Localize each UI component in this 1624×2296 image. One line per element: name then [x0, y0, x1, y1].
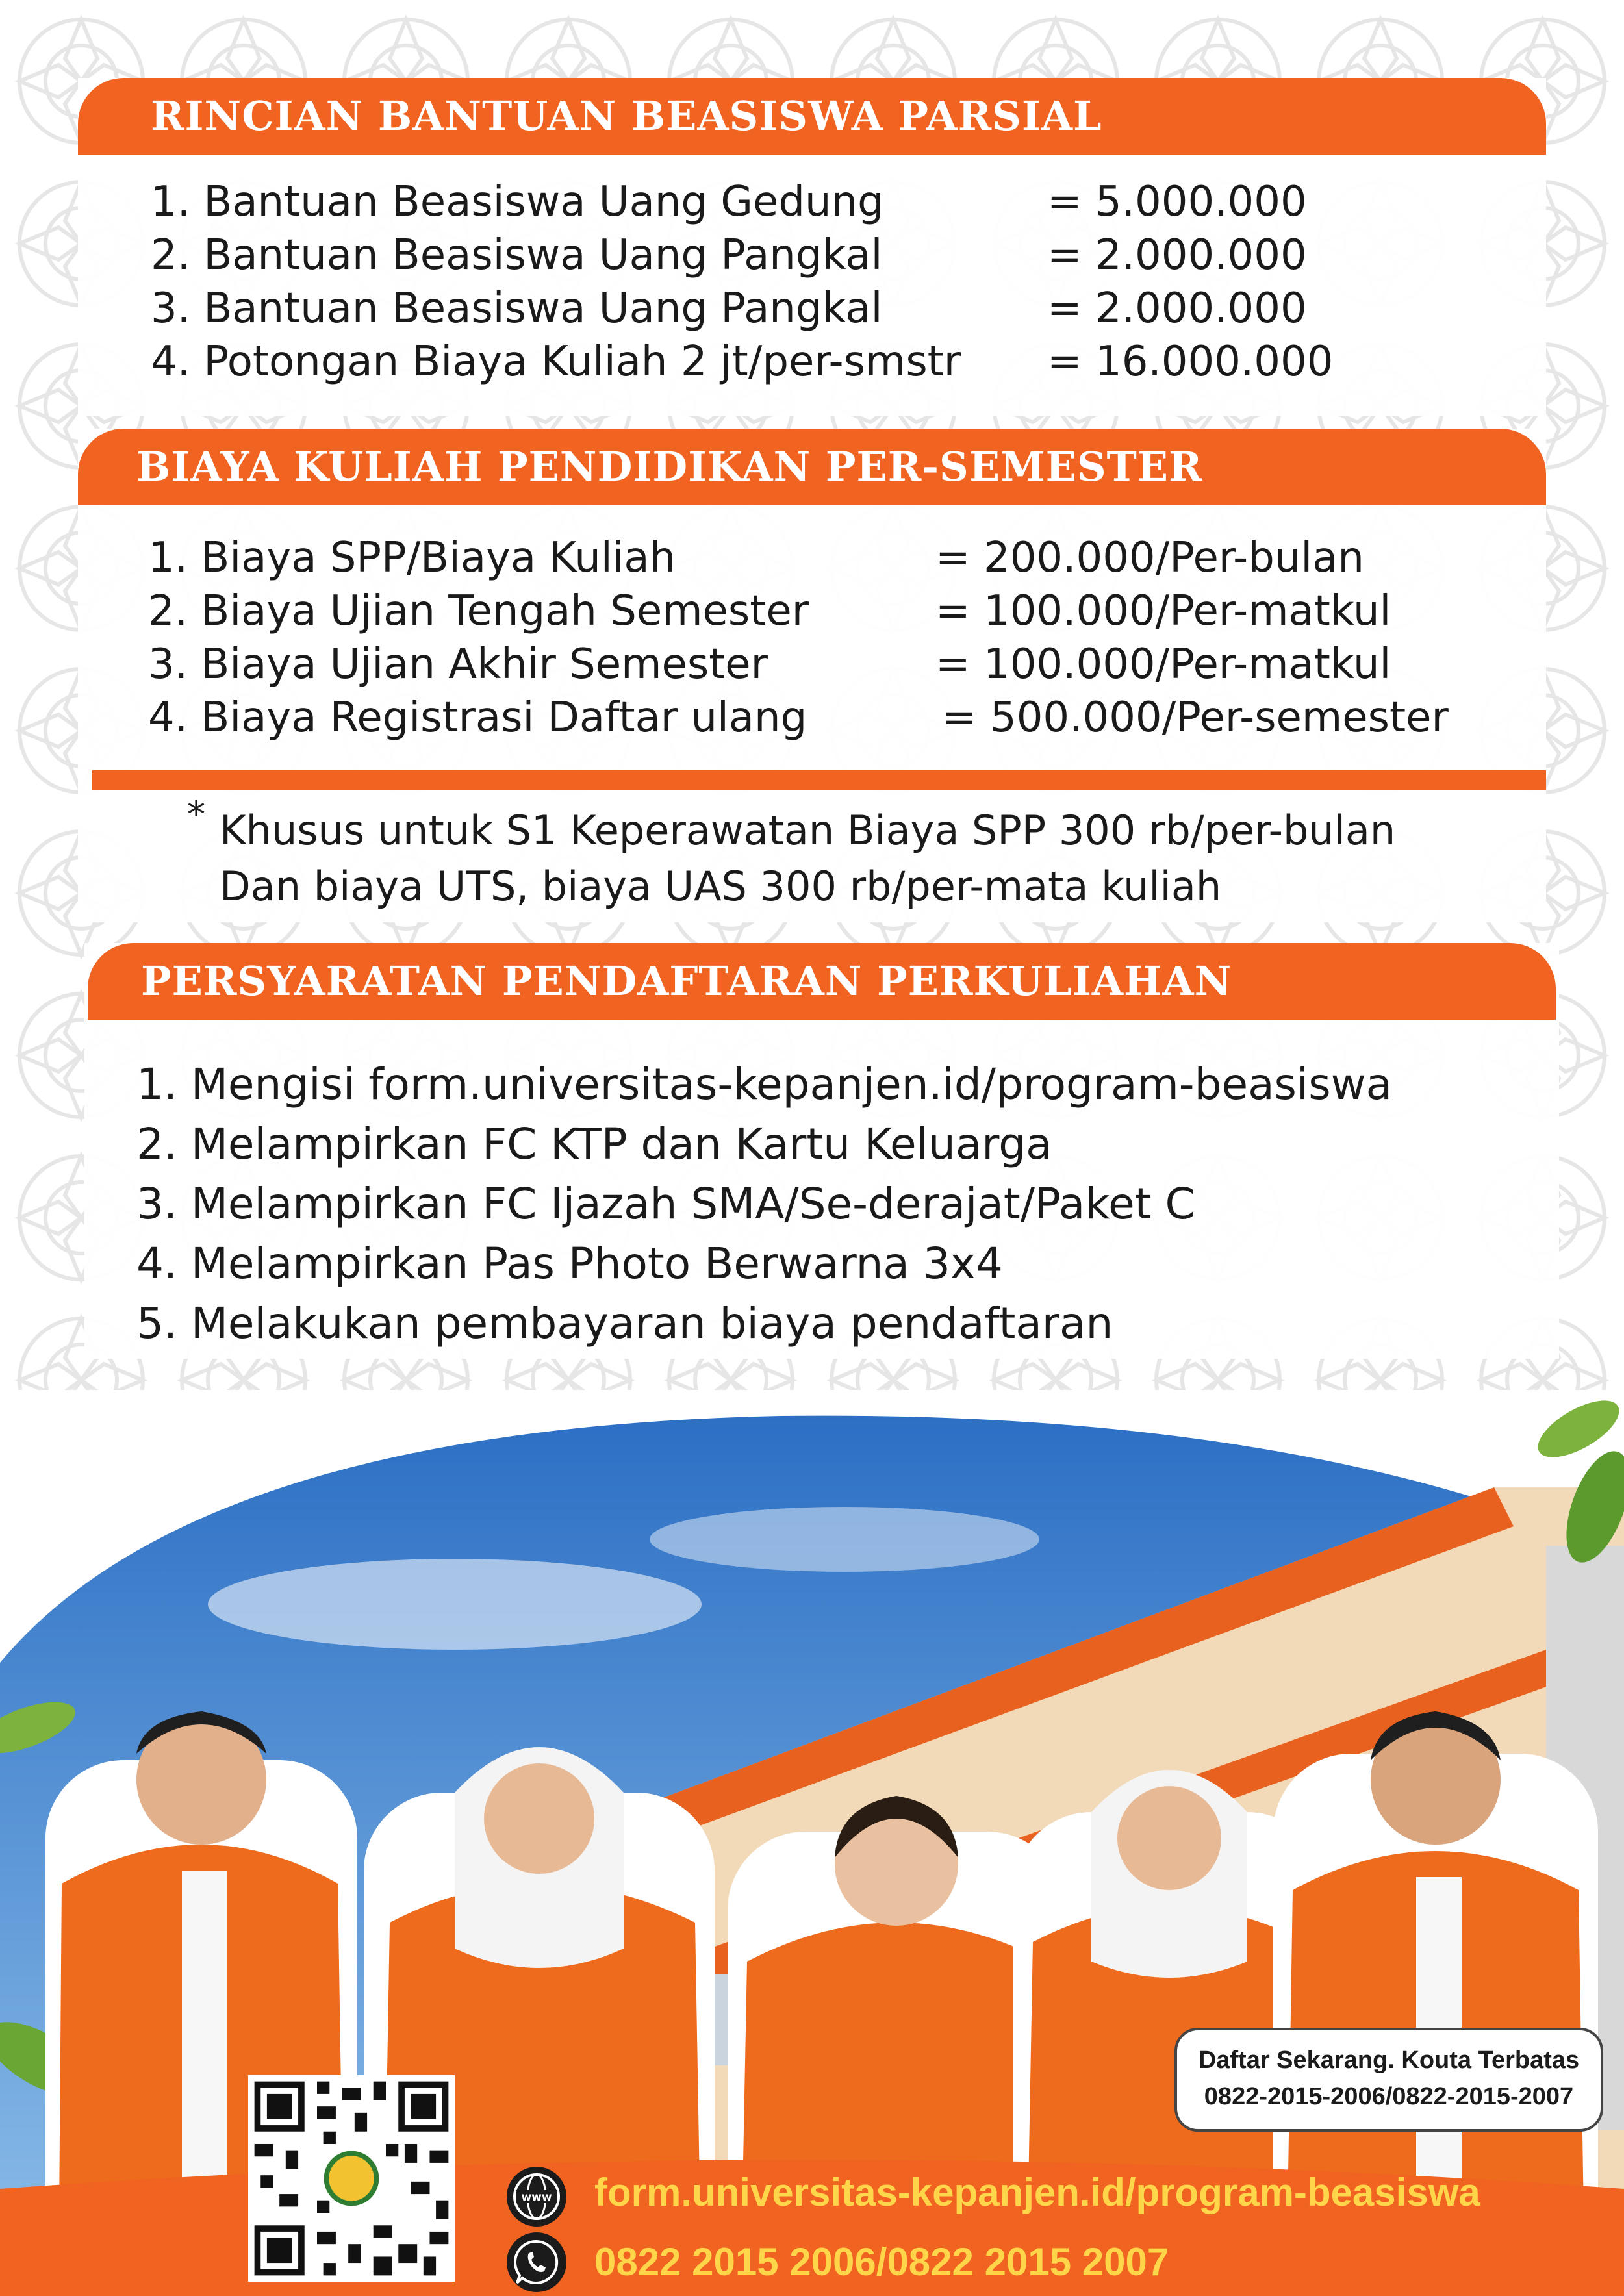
rincian-list [151, 175, 1450, 388]
item-value: = 2.000.000 [1047, 231, 1307, 279]
note-asterisk: * [187, 794, 205, 836]
footer-website-link[interactable]: form.universitas-kepanjen.id/program-beasiswa [594, 2171, 1480, 2214]
whatsapp-icon [507, 2232, 566, 2292]
list-item: 1. Mengisi form.universitas-kepanjen.id/program-beasiswa [136, 1059, 1393, 1109]
item-label: 3. Bantuan Beasiswa Uang Pangkal [151, 284, 883, 333]
biaya-list [148, 531, 1512, 744]
item-value: = 2.000.000 [1047, 284, 1307, 333]
cta-phone: 0822-2015-2006/0822-2015-2007 [1204, 2083, 1574, 2110]
item-value: = 100.000/Per-matkul [935, 640, 1391, 688]
cta-box [1174, 2028, 1603, 2132]
footer-phone: 0822 2015 2006/0822 2015 2007 [594, 2240, 1169, 2284]
globe-icon [507, 2167, 566, 2227]
rincian-title: RINCIAN BANTUAN BEASISWA PARSIAL [78, 78, 1546, 155]
item-label: 4. Potongan Biaya Kuliah 2 jt/per-smstr [151, 338, 961, 386]
list-item: 5. Melakukan pembayaran biaya pendaftaran [136, 1298, 1113, 1348]
list-item: 4. Melampirkan Pas Photo Berwarna 3x4 [136, 1239, 1003, 1289]
list-item: 3. Melampirkan FC Ijazah SMA/Se-derajat/Paket C [136, 1179, 1195, 1229]
item-value: = 500.000/Per-semester [942, 694, 1449, 742]
note-line: Khusus untuk S1 Keperawatan Biaya SPP 300 rb/per-bulan [220, 807, 1396, 854]
list-item [148, 638, 1512, 691]
list-item [148, 531, 1512, 585]
item-label: 2. Biaya Ujian Tengah Semester [148, 587, 809, 635]
item-label: 4. Biaya Registrasi Daftar ulang [148, 694, 807, 742]
list-item [151, 335, 1450, 388]
persyaratan-title: PERSYARATAN PENDAFTARAN PERKULIAHAN [88, 943, 1556, 1020]
item-label: 2. Bantuan Beasiswa Uang Pangkal [151, 231, 883, 279]
university-seal-logo [326, 2153, 376, 2203]
item-value: = 100.000/Per-matkul [935, 587, 1391, 635]
item-label: 3. Biaya Ujian Akhir Semester [148, 640, 768, 688]
item-value: = 16.000.000 [1047, 338, 1334, 386]
biaya-title: BIAYA KULIAH PENDIDIKAN PER-SEMESTER [78, 429, 1546, 505]
list-item [148, 585, 1512, 638]
list-item: 2. Melampirkan FC KTP dan Kartu Keluarga [136, 1119, 1052, 1169]
persyaratan-list [136, 1055, 1566, 1354]
item-value: = 5.000.000 [1047, 178, 1307, 226]
cta-line-1: Daftar Sekarang. Kouta Terbatas [1198, 2047, 1580, 2074]
item-label: 1. Bantuan Beasiswa Uang Gedung [151, 178, 884, 226]
note-line: Dan biaya UTS, biaya UAS 300 rb/per-mata kuliah [220, 863, 1222, 910]
note-text [220, 803, 1395, 915]
list-item [148, 691, 1512, 744]
list-item [151, 175, 1450, 229]
section-divider [92, 770, 1546, 790]
item-value: = 200.000/Per-bulan [935, 534, 1364, 582]
list-item [151, 229, 1450, 282]
list-item [151, 282, 1450, 335]
qr-code [248, 2075, 455, 2282]
www-label: www [521, 2191, 552, 2204]
item-label: 1. Biaya SPP/Biaya Kuliah [148, 534, 676, 582]
